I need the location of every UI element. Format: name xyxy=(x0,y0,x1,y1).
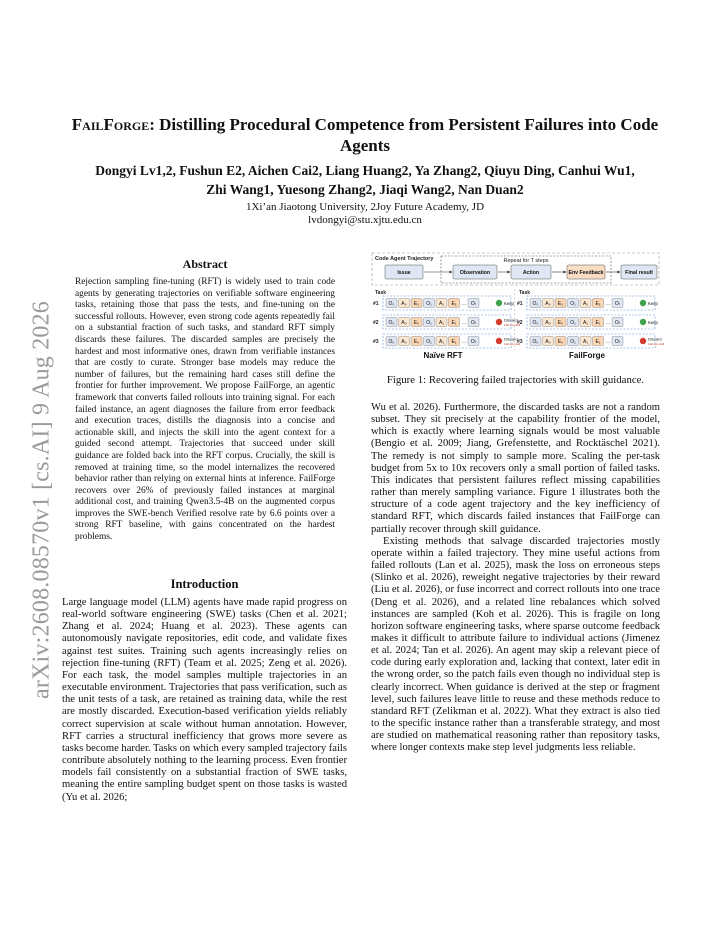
authors-line-2: Zhi Wang1, Yuesong Zhang2, Jiaqi Wang2, Nan Duan2 xyxy=(206,182,524,197)
svg-text:#1: #1 xyxy=(373,301,379,307)
svg-text:Env Feedback: Env Feedback xyxy=(568,270,604,276)
repeat-label: Repeat for T steps xyxy=(503,258,549,264)
svg-text:A₁: A₁ xyxy=(438,339,445,345)
svg-text:O₀: O₀ xyxy=(532,301,539,307)
svg-text:Oₜ: Oₜ xyxy=(470,301,477,307)
naive-task-row-2 xyxy=(373,315,521,329)
affiliations: 1Xi’an Jiaotong University, 2Joy Future Academy, JD xyxy=(245,201,485,213)
naive-rft-label: Naïve RFT xyxy=(423,351,463,360)
svg-text:E₀: E₀ xyxy=(413,301,420,307)
trajectory-label: Code Agent Trajectory xyxy=(375,256,434,262)
svg-text:O₀: O₀ xyxy=(388,320,395,326)
contact-email: lvdongyi@stu.xjtu.edu.cn xyxy=(308,214,422,226)
svg-text:A₀: A₀ xyxy=(401,339,407,345)
svg-text:O₀: O₀ xyxy=(532,320,539,326)
svg-text:A₁: A₁ xyxy=(438,320,445,326)
svg-text:O₀: O₀ xyxy=(532,339,539,345)
flow-box-env-feedback xyxy=(567,265,605,279)
svg-text:…: … xyxy=(461,339,467,345)
svg-text:Oₜ: Oₜ xyxy=(470,320,477,326)
arxiv-identifier: arXiv:2608.08570v1 [cs.AI] 9 Aug 2026 xyxy=(28,300,55,700)
figure-1-diagram xyxy=(371,250,665,362)
svg-text:…: … xyxy=(461,320,467,326)
svg-text:A₁: A₁ xyxy=(582,320,589,326)
svg-text:Oₜ: Oₜ xyxy=(614,339,621,345)
svg-text:#3: #3 xyxy=(517,339,523,345)
paragraph-1: Wu et al. 2026). Furthermore, the discarded tasks are not a random subset. They sit precisely at the capability frontier of the model, which is exactly where learning signals would be most valuable (Bengio et al. 2009; Jiang, Grefenstette, and Rocktäschel 2021). The remedy is not simply to sample more. Scaling the per-task budget from 5x to 10x recovers only a small portion of failed tasks. This indicates that persistent failures reflect missing capabilities rather than merely sampling variance. Figure 1 illustrates both the structure of a code agent trajectory and the key inefficiency of standard RFT, which discards failed instances that FailForge can partially recover through skill guidance. xyxy=(371,402,660,535)
failforge-task-row-3 xyxy=(517,334,665,348)
svg-text:Keep: Keep xyxy=(648,301,658,306)
flow-box-final-result xyxy=(621,265,657,279)
svg-text:E₁: E₁ xyxy=(595,301,601,307)
svg-text:Oₜ: Oₜ xyxy=(614,301,621,307)
failforge-task-row-1 xyxy=(517,296,658,310)
svg-text:…: … xyxy=(605,320,611,326)
naive-task-row-1 xyxy=(373,296,514,310)
svg-text:…: … xyxy=(605,301,611,307)
failforge-task-row-2 xyxy=(517,315,658,329)
svg-text:O₀: O₀ xyxy=(388,301,395,307)
svg-text:A₀: A₀ xyxy=(545,301,551,307)
svg-text:E₁: E₁ xyxy=(451,320,457,326)
svg-text:Keep: Keep xyxy=(648,320,658,325)
svg-text:E₀: E₀ xyxy=(557,320,564,326)
author-list xyxy=(70,161,660,199)
svg-text:E₀: E₀ xyxy=(557,339,564,345)
flow-box-observation xyxy=(453,265,497,279)
svg-text:#2: #2 xyxy=(517,320,523,326)
svg-text:#3: #3 xyxy=(373,339,379,345)
svg-text:E₀: E₀ xyxy=(413,320,420,326)
svg-text:Discard: Discard xyxy=(504,317,518,323)
figure-1 xyxy=(371,250,665,362)
svg-text:O₁: O₁ xyxy=(570,339,576,345)
paragraph-2: Existing methods that salvage discarded trajectories mostly operate within a failed trajectory. They mine useful actions from failed rollouts (Lan et al. 2025), mask the loss on erroneous steps (Slinko et al. 2026), reweight negative trajectories by their reward (Liu et al. 2026), or fuse incorrect and correct rollouts into one trace (Deng et al. 2026), and a related line rebalances which solved instances are sampled (Koh et al. 2026). This is fragile on long horizon software engineering tasks, where sparse outcome feedback makes it difficult to attribute failure to individual actions (Jimenez et al. 2024; Tan et al. 2026). An agent may skip a relevant piece of code during early exploration and, lacking that context, later edit in the wrong order, so the patch fails even though no individual step is clearly incorrect. When guidance is derived at the step or fragment level, such failures leave little to reuse and these methods reduce to standard RFT (Zelikman et al. 2022). What they extract is also tied to the specific instance rather than a transferable strategy, and most are studied on mathematical reasoning rather than repository tasks, where longer contexts make step level judgments less reliable. xyxy=(371,535,660,754)
svg-text:E₀: E₀ xyxy=(557,301,564,307)
svg-text:A₀: A₀ xyxy=(401,320,407,326)
svg-text:O₁: O₁ xyxy=(426,339,432,345)
naive-task-row-3 xyxy=(373,334,521,348)
abstract-heading: Abstract xyxy=(182,257,228,271)
svg-text:E₀: E₀ xyxy=(413,339,420,345)
svg-text:A₀: A₀ xyxy=(545,339,551,345)
svg-text:Fail w/o skill: Fail w/o skill xyxy=(504,323,521,327)
paper-title: FailForge: Distilling Procedural Competence from Persistent Failures into Code Agents xyxy=(71,115,659,155)
svg-text:…: … xyxy=(605,339,611,345)
right-column-text xyxy=(371,402,660,755)
svg-text:#2: #2 xyxy=(373,320,379,326)
svg-text:E₁: E₁ xyxy=(595,339,601,345)
svg-text:E₁: E₁ xyxy=(451,339,457,345)
svg-text:Fail w/o skill: Fail w/o skill xyxy=(504,342,521,346)
svg-text:…: … xyxy=(461,301,467,307)
task-label-left: Task xyxy=(375,290,387,296)
svg-text:Action: Action xyxy=(522,270,540,276)
introduction-text: Large language model (LLM) agents have made rapid progress on real-world software engineering (SWE) tasks (Chen et al. 2021; Zhang et al. 2024; Huang et al. 2023). These agents can autonomously navigate repositories, edit code, and validate fixes against test suites. Training such agents increasingly relies on rejection fine-tuning (RFT) (Team et al. 2025; Zeng et al. 2026). For each task, the model samples multiple trajectories in an executable environment. Trajectories that pass verification, such as the unit tests of a task, are retained as training data, while the rest are mostly discarded. Execution-based verification yields reliably correct supervision at scale without human annotation. However, RFT carries a structural inefficiency that grows more severe as tasks become harder. Tasks on which every sampled trajectory fails contribute absolutely nothing to the learning process. Even frontier models fail consistently on a substantial fraction of SWE tasks, meaning the entire sampling budget spent on those tasks is wasted (Yu et al. 2026; xyxy=(62,597,348,803)
svg-text:A₁: A₁ xyxy=(438,301,445,307)
authors-line-1: Dongyi Lv1,2, Fushun E2, Aichen Cai2, Liang Huang2, Ya Zhang2, Qiuyu Ding, Canhui Wu1, xyxy=(95,163,635,178)
svg-text:#1: #1 xyxy=(517,301,523,307)
svg-text:Discard: Discard xyxy=(504,336,518,342)
svg-text:E₁: E₁ xyxy=(451,301,457,307)
svg-text:O₀: O₀ xyxy=(388,339,395,345)
svg-text:Oₜ: Oₜ xyxy=(614,320,621,326)
svg-text:O₁: O₁ xyxy=(570,301,576,307)
svg-text:Observation: Observation xyxy=(459,270,491,276)
svg-text:Oₜ: Oₜ xyxy=(470,339,477,345)
svg-text:Fail w/o skill: Fail w/o skill xyxy=(648,342,665,346)
flow-box-action xyxy=(511,265,551,279)
abstract-text: Rejection sampling fine-tuning (RFT) is widely used to train code agents by generating trajectories on verifiable software engineering tasks, retaining those that pass the tests, and fine-tuning on the successful rollouts. However, even strong code agents repeatedly fail on a substantial fraction of such tasks, and standard RFT simply discards these failures. The discarded samples are precisely the hardest and most informative ones, drawn from verifiable instances that are costly to curate. Stronger base models may reduce the number of failures, but the remaining hard cases still define the frontier for further improvement. We propose FailForge, an agentic framework that converts failed rollouts into training signal. For each failed instance, an agent diagnoses the failure from error feedback and execution traces, distills the diagnosis into a concise and actionable skill, and injects the skill into the agent context for a guided second attempt. Trajectories that succeed under skill guidance are folded back into the RFT corpus. Crucially, the skill is removed at training time, so the model internalizes the recovered behavior rather than relying on external hints at inference. FailForge recovers over 26% of previously failed instances at marginal additional cost, and training Qwen3.5-4B on the augmented corpus improves the SWE-bench Verified resolve rate by 6.6 points over a strong RFT baseline, with gains concentrated on the hardest problems. xyxy=(75,277,335,543)
svg-text:Keep: Keep xyxy=(504,301,514,306)
svg-text:A₀: A₀ xyxy=(545,320,551,326)
svg-text:E₁: E₁ xyxy=(595,320,601,326)
svg-text:Final result: Final result xyxy=(625,270,653,276)
svg-text:Discard: Discard xyxy=(648,336,662,342)
svg-text:O₁: O₁ xyxy=(426,301,432,307)
svg-text:O₁: O₁ xyxy=(426,320,432,326)
failforge-label: FailForge xyxy=(568,351,606,360)
svg-text:A₀: A₀ xyxy=(401,301,407,307)
svg-text:Issue: Issue xyxy=(397,270,411,276)
svg-text:A₁: A₁ xyxy=(582,339,589,345)
svg-text:A₁: A₁ xyxy=(582,301,589,307)
method-name: FailForge xyxy=(71,115,150,134)
figure-caption: Figure 1: Recovering failed trajectories with skill guidance. xyxy=(386,374,645,386)
introduction-heading: Introduction xyxy=(170,577,239,591)
task-label-right: Task xyxy=(519,290,531,296)
flow-box-issue xyxy=(385,265,423,279)
svg-text:O₁: O₁ xyxy=(570,320,576,326)
